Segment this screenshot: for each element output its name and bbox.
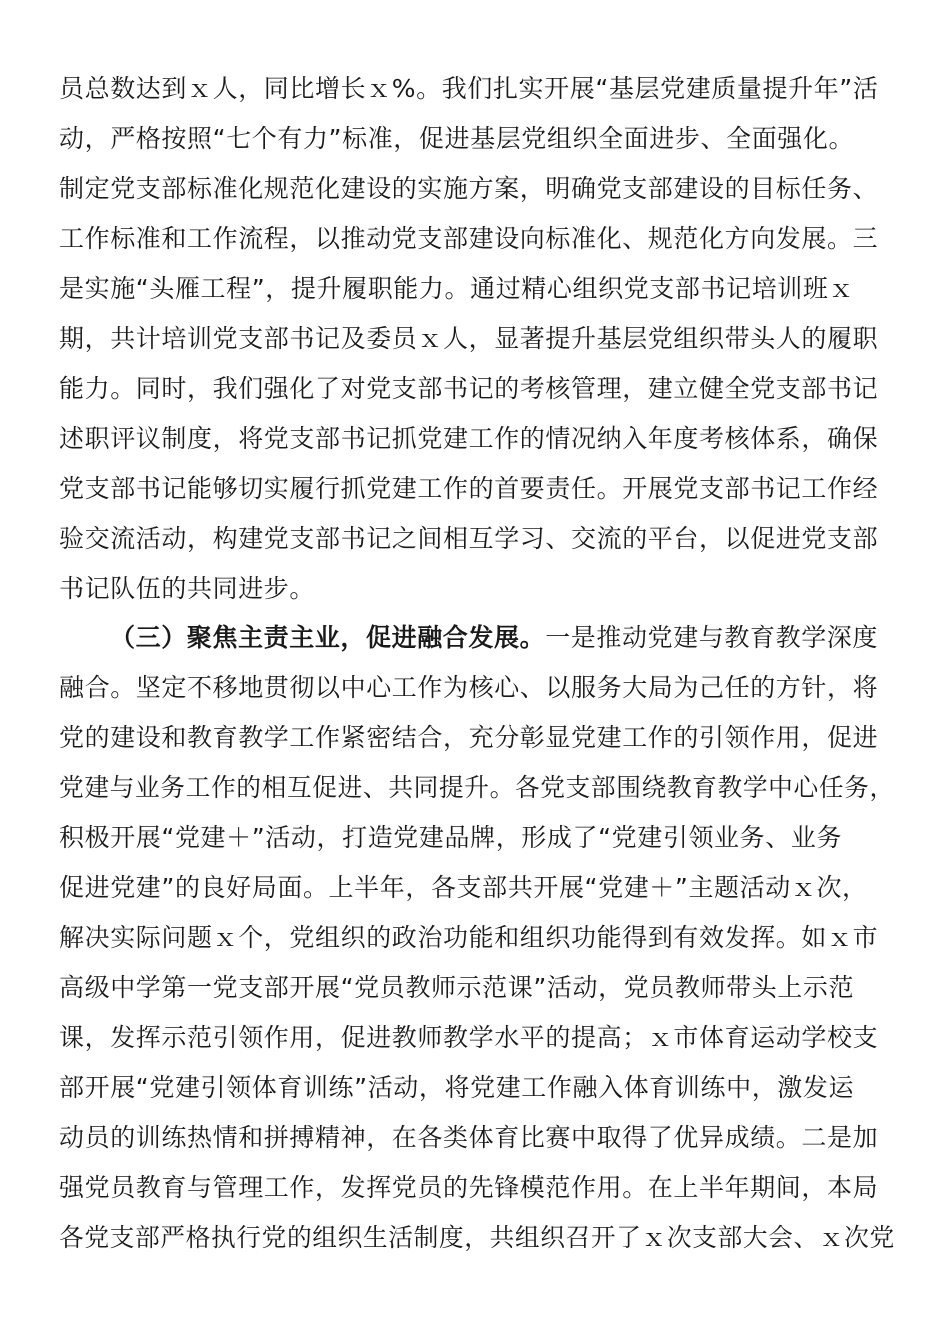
text-line: 强党员教育与管理工作，发挥党员的先锋模范作用。在上半年期间，本局 bbox=[59, 1173, 879, 1202]
text-line: 高级中学第一党支部开展“党员教师示范课”活动，党员教师带头上示范 bbox=[59, 973, 855, 1002]
text-line: 述职评议制度，将党支部书记抓党建工作的情况纳入年度考核体系，确保 bbox=[59, 424, 879, 453]
text-line: 融合。坚定不移地贯彻以中心工作为核心、以服务大局为己任的方针，将 bbox=[59, 673, 879, 702]
text-line: 验交流活动，构建党支部书记之间相互学习、交流的平台，以促进党支部 bbox=[59, 524, 879, 553]
text-line: 工作标准和工作流程，以推动党支部建设向标准化、规范化方向发展。三 bbox=[59, 224, 879, 253]
text-line: 书记队伍的共同进步。 bbox=[59, 574, 316, 603]
text-line: 促进党建”的良好局面。上半年，各支部共开展“党建＋”主题活动ｘ次， bbox=[59, 873, 868, 902]
text-line: 是实施“头雁工程”，提升履职能力。通过精心组织党支部书记培训班ｘ bbox=[59, 274, 855, 303]
text-line: 课，发挥示范引领作用，促进教师教学水平的提高；ｘ市体育运动学校支 bbox=[59, 1023, 879, 1052]
text-line: 动员的训练热情和拼搏精神，在各类体育比赛中取得了优异成绩。二是加 bbox=[59, 1123, 879, 1152]
text-line: 各党支部严格执行党的组织生活制度，共组织召开了ｘ次支部大会、ｘ次党 bbox=[59, 1223, 895, 1252]
section-heading-line bbox=[110, 623, 878, 653]
text-line: 制定党支部标准化规范化建设的实施方案，明确党支部建设的目标任务、 bbox=[59, 174, 879, 203]
text-line: 期，共计培训党支部书记及委员ｘ人，显著提升基层党组织带头人的履职 bbox=[59, 324, 879, 353]
text-line: 解决实际问题ｘ个，党组织的政治功能和组织功能得到有效发挥。如ｘ市 bbox=[59, 923, 879, 952]
heading-line-rest: 一是推动党建与教育教学深度 bbox=[545, 623, 879, 652]
text-line: 能力。同时，我们强化了对党支部书记的考核管理，建立健全党支部书记 bbox=[59, 374, 879, 403]
section-heading: （三）聚焦主责主业，促进融合发展。 bbox=[110, 623, 546, 652]
text-line: 党建与业务工作的相互促进、共同提升。各党支部围绕教育教学中心任务， bbox=[59, 773, 895, 802]
text-line: 动，严格按照“七个有力”标准，促进基层党组织全面进步、全面强化。 bbox=[59, 124, 855, 153]
text-line: 员总数达到ｘ人，同比增长ｘ%。我们扎实开展“基层党建质量提升年”活 bbox=[59, 74, 879, 103]
text-line: 党的建设和教育教学工作紧密结合，充分彰显党建工作的引领作用，促进 bbox=[59, 723, 879, 752]
text-line: 党支部书记能够切实履行抓党建工作的首要责任。开展党支部书记工作经 bbox=[59, 474, 879, 503]
text-line: 部开展“党建引领体育训练”活动，将党建工作融入体育训练中，激发运 bbox=[59, 1073, 855, 1102]
text-line: 积极开展“党建＋”活动，打造党建品牌，形成了“党建引领业务、业务 bbox=[59, 823, 843, 852]
